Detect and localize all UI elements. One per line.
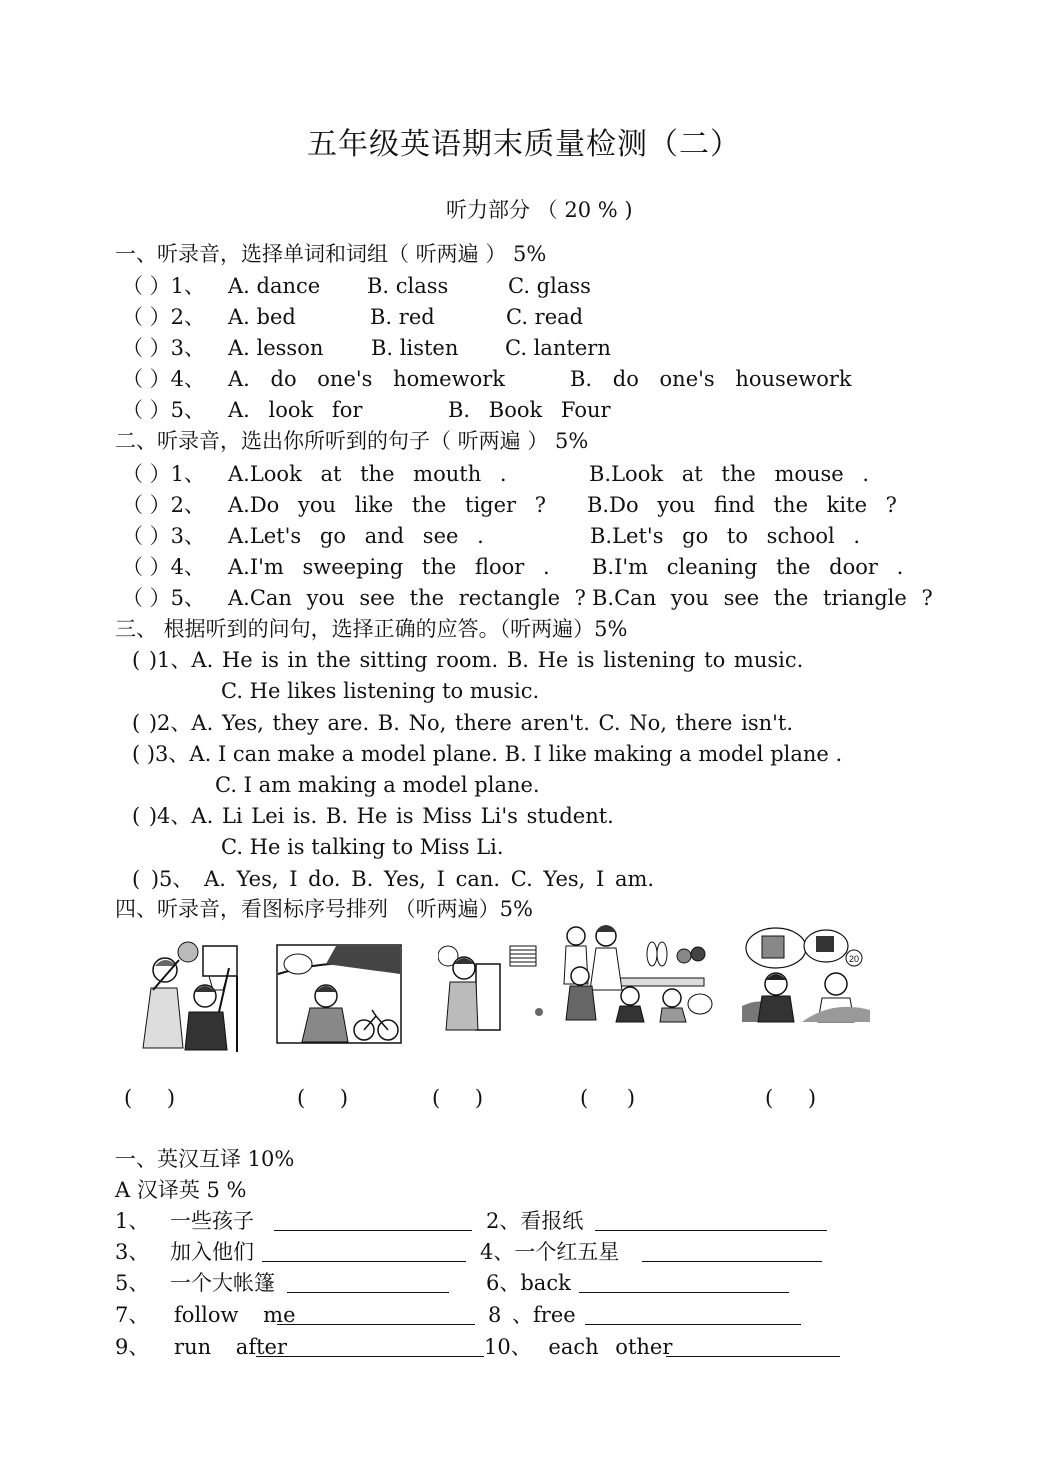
s2-item2-b: B.Do you find the kite ?: [587, 493, 897, 517]
translate-blank-5[interactable]: [287, 1274, 449, 1293]
translate-blank-2[interactable]: [595, 1212, 827, 1231]
s2-item1-prefix: （ ）1、: [122, 462, 206, 486]
s2-item1-b: B.Look at the mouse .: [589, 462, 870, 486]
s1-item2-c: C. read: [506, 305, 584, 329]
s1-item1-a: A. dance: [228, 274, 321, 298]
party-picture: [560, 924, 714, 1024]
translate-item-8: 8 、free: [488, 1303, 576, 1327]
section4-heading: 四、听录音，看图标序号排列 （听两遍）5%: [115, 897, 533, 921]
order-bracket-1[interactable]: ( ): [124, 1086, 176, 1110]
s1-item3-c: C. lantern: [505, 336, 611, 360]
translate-item-6: 6、back: [486, 1271, 571, 1295]
two-kids-picture: [742, 926, 870, 1024]
svg-text:20: 20: [849, 954, 860, 964]
s2-item5-prefix: （ ）5、: [122, 586, 206, 610]
s3-line8: ( )5、 A. Yes, I do. B. Yes, I can. C. Yes, I am.: [132, 867, 655, 891]
translate-blank-4[interactable]: [642, 1243, 822, 1262]
s1-item4-b: B. do one's housework: [570, 367, 852, 391]
s2-item3-a: A.Let's go and see .: [228, 524, 484, 548]
s2-item2-prefix: （ ）2、: [122, 493, 206, 517]
translate-item-7: 7、 follow me: [115, 1303, 296, 1327]
order-bracket-5[interactable]: ( ): [765, 1086, 817, 1110]
translate-item-2: 2、看报纸: [486, 1209, 584, 1233]
s1-item2-a: A. bed: [228, 305, 296, 329]
s2-item4-b: B.I'm cleaning the door .: [592, 555, 904, 579]
s3-line6: ( )4、A. Li Lei is. B. He is Miss Li's student.: [132, 804, 614, 828]
s2-item4-a: A.I'm sweeping the floor .: [228, 555, 550, 579]
s3-line2: C. He likes listening to music.: [221, 679, 540, 703]
order-bracket-4[interactable]: ( ): [580, 1086, 636, 1110]
s2-item5-b: B.Can you see the triangle ?: [592, 586, 933, 610]
translate-item-1: 1、 一些孩子: [115, 1209, 255, 1233]
s1-item1-b: B. class: [367, 274, 449, 298]
order-bracket-2[interactable]: ( ): [297, 1086, 349, 1110]
translate-blank-1[interactable]: [274, 1212, 472, 1231]
s1-item4-a: A. do one's homework: [228, 367, 505, 391]
section3-heading: 三、 根据听到的问句，选择正确的应答。（听两遍）5%: [115, 617, 628, 641]
s1-item4-prefix: （ ）4、: [122, 367, 206, 391]
translate-item-9: 9、 run after: [115, 1335, 287, 1359]
s2-item2-a: A.Do you like the tiger ?: [228, 493, 547, 517]
s1-item3-b: B. listen: [371, 336, 459, 360]
s3-line1: ( )1、A. He is in the sitting room. B. He is listening to music.: [132, 648, 804, 672]
translate-item-4: 4、一个红五星: [480, 1240, 620, 1264]
s1-item5-a: A. look for: [228, 398, 363, 422]
bicycle-picture: [276, 944, 402, 1044]
translate-item-10: 10、 each other: [484, 1335, 673, 1359]
s3-line3: ( )2、A. Yes, they are. B. No, there aren't. C. No, there isn't.: [132, 711, 794, 735]
translate-blank-10[interactable]: [666, 1338, 840, 1357]
s1-item5-prefix: （ ）5、: [122, 398, 206, 422]
translate-blank-7[interactable]: [277, 1306, 475, 1325]
s1-item1-c: C. glass: [508, 274, 591, 298]
order-bracket-3[interactable]: ( ): [432, 1086, 484, 1110]
s2-item5-a: A.Can you see the rectangle ?: [228, 586, 586, 610]
translate-blank-9[interactable]: [256, 1338, 484, 1357]
translate-item-5: 5、 一个大帐篷: [115, 1271, 276, 1295]
s1-item2-b: B. red: [370, 305, 435, 329]
translate-blank-8[interactable]: [585, 1306, 801, 1325]
page-title: 五年级英语期末质量检测（二）: [307, 127, 741, 162]
translate-item-3: 3、 加入他们: [115, 1240, 255, 1264]
s3-line7: C. He is talking to Miss Li.: [221, 835, 504, 859]
s2-item1-a: A.Look at the mouth .: [228, 462, 507, 486]
s3-line5: C. I am making a model plane.: [215, 773, 540, 797]
translate-blank-3[interactable]: [262, 1243, 466, 1262]
section2-heading: 二、听录音，选出你所听到的句子（ 听两遍 ） 5%: [115, 429, 589, 453]
s1-item5-b: B. Book Four: [448, 398, 611, 422]
listening-header: 听力部分 （ 20 % ): [446, 198, 633, 222]
basketball-picture: [133, 938, 241, 1052]
s1-item3-a: A. lesson: [228, 336, 324, 360]
s1-item1-prefix: （ ）1、: [122, 274, 206, 298]
s1-item3-prefix: （ ）3、: [122, 336, 206, 360]
boy-door-picture: [438, 942, 546, 1034]
s2-item4-prefix: （ ）4、: [122, 555, 206, 579]
written-heading: 一、英汉互译 10%: [115, 1147, 295, 1171]
written-subheading: A 汉译英 5 %: [115, 1178, 247, 1202]
s2-item3-b: B.Let's go to school .: [590, 524, 861, 548]
s3-line4: ( )3、A. I can make a model plane. B. I like making a model plane .: [132, 742, 843, 766]
s2-item3-prefix: （ ）3、: [122, 524, 206, 548]
translate-blank-6[interactable]: [579, 1274, 789, 1293]
s1-item2-prefix: （ ）2、: [122, 305, 206, 329]
section1-heading: 一、听录音，选择单词和词组（ 听两遍 ） 5%: [115, 242, 547, 266]
